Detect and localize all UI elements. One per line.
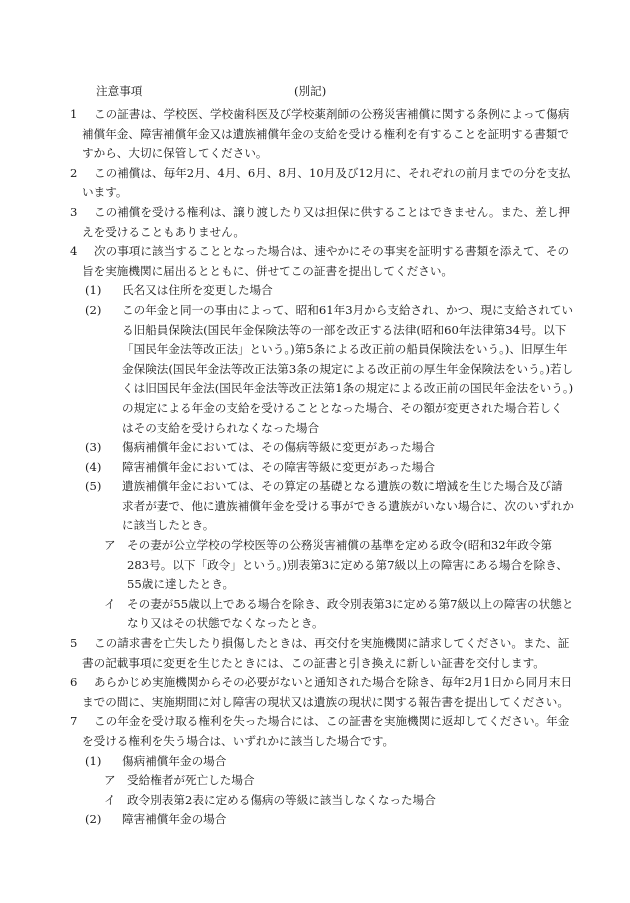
sub-sub-item-marker: ア <box>104 538 116 553</box>
sub-sub-item-text: その妻が公立学校の学校医等の公務災害補償の基準を定める政令(昭和32年政令第283号。以下「政令」という。)別表第3に定める第7級以上の障害にある場合を除き、55歳に達したとき。 <box>127 538 568 592</box>
sub-item-4-5 <box>0 477 630 536</box>
sub-sub-item-text: 受給権者が死亡した場合 <box>127 773 255 788</box>
sub-sub-item-marker: イ <box>104 792 116 807</box>
sub-sub-item-marker: イ <box>104 596 116 611</box>
note-text: この証書は、学校医、学校歯科医及び学校薬剤師の公務災害補償に関する条例によって傷病補償年金、障害補償年金又は遺族補償年金の支給を受ける権利を有することを証明する書類ですから、大切に保管してください。 <box>82 107 570 161</box>
sub-item-number: (4) <box>85 459 102 474</box>
sub-sub-item-a <box>0 771 630 791</box>
sub-item-text: 氏名又は住所を変更した場合 <box>122 283 273 298</box>
note-item-1 <box>0 105 630 164</box>
sub-item-number: (3) <box>85 440 102 455</box>
sub-item-4-4 <box>0 458 630 478</box>
note-text: 次の事項に該当することとなった場合は、速やかにその事実を証明する書類を添えて、その旨を実施機関に届出るとともに、併せてこの証書を提出してください。 <box>82 244 570 278</box>
note-number: 5 <box>70 636 78 651</box>
sub-sub-item-a <box>0 536 630 595</box>
note-number: 7 <box>70 714 78 729</box>
note-item-6 <box>0 673 630 712</box>
note-item-4 <box>0 242 630 281</box>
sub-item-text: 傷病補償年金においては、その傷病等級に変更があった場合 <box>122 440 435 455</box>
sub-sub-item-i <box>0 595 630 634</box>
sub-sub-item-marker: ア <box>104 773 116 788</box>
notes-list <box>0 105 630 830</box>
sub-item-text: 傷病補償年金の場合 <box>122 753 227 768</box>
note-text: あらかじめ実施機関からその必要がないと通知された場合を除き、毎年2月1日から同月末日までの間に、実施期間に対し障害の現状又は遺族の現状に関する報告書を提出してください。 <box>82 675 573 709</box>
note-number: 3 <box>70 204 78 219</box>
note-item-7 <box>0 712 630 751</box>
note-text: この請求書を亡失したり損傷したときは、再交付を実施機関に請求してください。また、証書の記載事項に変更を生じたときには、この証書と引き換えに新しい証書を交付します。 <box>82 636 570 670</box>
note-text: この補償は、毎年2月、4月、6月、8月、10月及び12月に、それぞれの前月までの分を支払います。 <box>82 165 571 200</box>
sub-item-4-2 <box>0 301 630 438</box>
note-number: 6 <box>70 675 78 690</box>
sub-item-number: (1) <box>85 753 102 768</box>
note-text: この年金を受け取る権利を失った場合には、この証書を実施機関に返却してください。年金を受ける権利を失う場合は、いずれかに該当した場合です。 <box>82 714 570 748</box>
note-number: 4 <box>70 244 78 259</box>
sub-item-text: 障害補償年金においては、その障害等級に変更があった場合 <box>122 459 435 474</box>
note-item-2 <box>0 164 630 203</box>
sub-sub-item-text: 政令別表第2表に定める傷病の等級に該当しなくなった場合 <box>127 792 436 807</box>
note-number: 1 <box>70 107 78 121</box>
sub-item-7-1 <box>0 752 630 772</box>
sub-item-number: (1) <box>85 283 102 298</box>
sub-item-text: 遺族補償年金においては、その算定の基礎となる遺族の数に増減を生じた場合及び請求者が妻で、他に遺族補償年金を受ける事ができる遺族がいない場合に、次のいずれかに該当したとき。 <box>122 479 574 533</box>
sub-item-4-1 <box>0 281 630 301</box>
note-item-5 <box>0 634 630 673</box>
note-number: 2 <box>70 165 78 180</box>
sub-item-7-2 <box>0 810 630 830</box>
notes-heading: 注意事項 <box>96 84 143 98</box>
sub-item-number: (2) <box>85 812 102 827</box>
sub-item-number: (5) <box>85 479 102 494</box>
document-header <box>0 82 630 102</box>
sub-item-4-3 <box>0 438 630 458</box>
note-text: この補償を受ける権利は、譲り渡したり又は担保に供することはできません。また、差し押えを受けることもありません。 <box>82 204 571 239</box>
sub-sub-item-i <box>0 791 630 811</box>
sub-sub-item-text: その妻が55歳以上である場合を除き、政令別表第3に定める第7級以上の障害の状態となり又はその状態でなくなったとき。 <box>127 596 574 631</box>
sub-item-number: (2) <box>85 302 102 317</box>
note-item-3 <box>0 203 630 242</box>
sub-item-text: 障害補償年金の場合 <box>122 812 227 827</box>
appendix-reference: (別記) <box>294 84 327 98</box>
sub-item-text: この年金と同一の事由によって、昭和61年3月から支給され、かつ、現に支給されている旧船員保険法(国民年金保険法等の一部を改正する法律(昭和60年法律第34号。以下「国民年金法等改正法」という。)第5条による改正前の船員保険法をいう。)、旧厚生年金保険法(国民年金法等改正法第3条の規定による改正前の厚生年金保険法をいう。)若しくは旧国民年金法(国民年金法等改正法第1条の規定による改正前の国民年金法をいう。)の規定による年金の支給を受けることとなった場合、その額が変更された場合若しくはその支給を受けられなくなった場合 <box>122 302 574 435</box>
